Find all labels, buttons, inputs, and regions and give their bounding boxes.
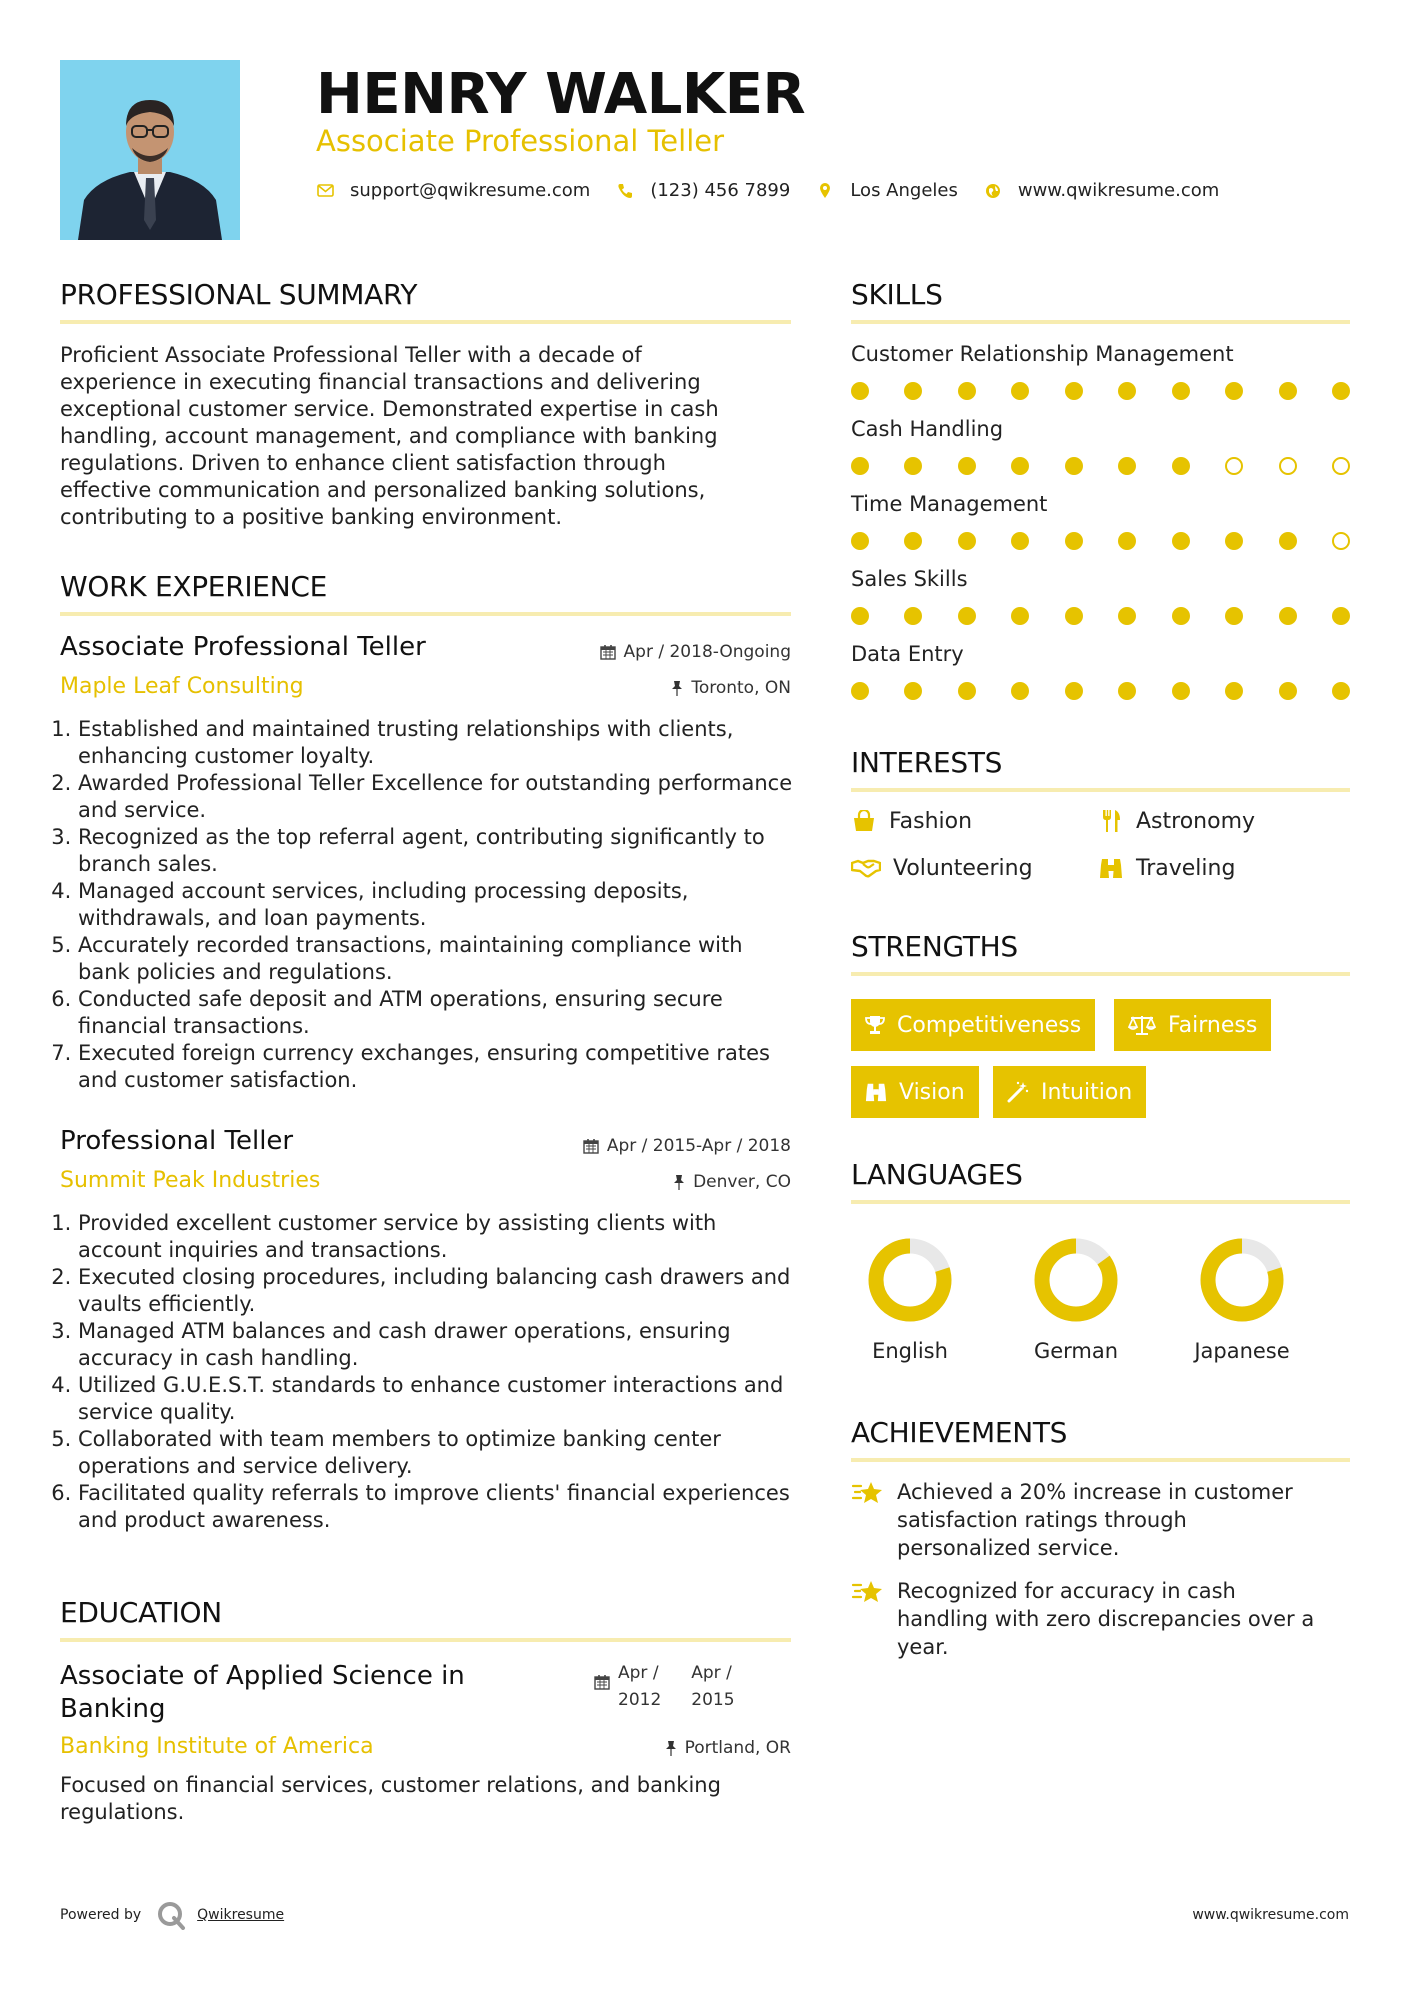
rating-dot-filled	[1172, 457, 1190, 475]
contact-phone[interactable]	[616, 180, 790, 201]
rating-dot-filled	[1225, 532, 1243, 550]
calendar-icon	[594, 1674, 610, 1690]
job-location-text: Denver, CO	[693, 1172, 791, 1192]
achievement-line: personalized service.	[897, 1536, 1120, 1560]
rating-dot-filled	[1279, 532, 1297, 550]
balance-scale-icon	[1128, 1014, 1156, 1036]
strength-tag	[1114, 999, 1271, 1051]
interest-item	[1098, 855, 1235, 881]
powered-by-text: Powered by	[60, 1907, 142, 1923]
footer-powered-by	[60, 1900, 284, 1930]
education-dates	[594, 1660, 735, 1714]
language-item	[1182, 1235, 1302, 1363]
skill-name: Cash Handling	[851, 417, 1004, 441]
rating-dot-filled	[1225, 682, 1243, 700]
rating-dot-filled	[1011, 532, 1029, 550]
rating-dot-filled	[1011, 682, 1029, 700]
job-dates-text: Apr / 2018-Ongoing	[623, 642, 791, 662]
strength-label: Fairness	[1168, 1012, 1258, 1038]
summary-line: contributing to a positive banking environment.	[60, 505, 563, 529]
star-badge-icon	[851, 1478, 885, 1508]
rating-dot-filled	[1065, 607, 1083, 625]
interest-label: Fashion	[889, 808, 973, 834]
job-location-text: Toronto, ON	[691, 678, 791, 698]
skill-name: Customer Relationship Management	[851, 342, 1234, 366]
education-description	[60, 1772, 800, 1826]
degree-line: Associate of Applied Science in	[60, 1661, 465, 1691]
list-item: 4. Managed account services, including processing deposits, withdrawals, and loan payments.	[78, 878, 800, 932]
job-responsibilities	[60, 716, 800, 1094]
rating-dot-filled	[904, 457, 922, 475]
rating-dot-filled	[1279, 382, 1297, 400]
rating-dot-filled	[958, 382, 976, 400]
list-item: 5. Collaborated with team members to optimize banking center operations and service delivery.	[78, 1426, 800, 1480]
rating-dot-filled	[1225, 382, 1243, 400]
rating-dot-empty	[1225, 457, 1243, 475]
experience-divider	[60, 612, 791, 616]
website-text: www.qwikresume.com	[1017, 180, 1220, 201]
summary-line: Proficient Associate Professional Teller with a decade of	[60, 343, 642, 367]
rating-dot-filled	[1065, 382, 1083, 400]
rating-dot-filled	[904, 382, 922, 400]
strength-tag	[851, 1066, 979, 1118]
qwikresume-logo-icon	[155, 1900, 187, 1930]
rating-dot-filled	[1118, 607, 1136, 625]
language-item	[1016, 1235, 1136, 1363]
interest-item	[851, 855, 1033, 881]
interests-divider	[851, 788, 1350, 792]
skill-rating	[851, 381, 1350, 401]
rating-dot-filled	[1065, 457, 1083, 475]
rating-dot-filled	[1118, 532, 1136, 550]
strength-label: Competitiveness	[897, 1012, 1082, 1038]
calendar-icon	[600, 644, 616, 660]
job-dates	[480, 642, 791, 662]
achievements-heading: ACHIEVEMENTS	[851, 1416, 1068, 1449]
skill-rating	[851, 606, 1350, 626]
school-name: Banking Institute of America	[60, 1734, 374, 1759]
contact-website[interactable]	[984, 180, 1219, 201]
education-divider	[60, 1638, 791, 1642]
description-line: Focused on financial services, customer relations, and banking	[60, 1773, 721, 1797]
achievement-line: Achieved a 20% increase in customer	[897, 1480, 1293, 1504]
rating-dot-filled	[851, 607, 869, 625]
interest-item	[851, 808, 972, 834]
rating-dot-empty	[1279, 457, 1297, 475]
rating-dot-filled	[1172, 607, 1190, 625]
list-item: 4. Utilized G.U.E.S.T. standards to enhance customer interactions and service quality.	[78, 1372, 800, 1426]
rating-dot-filled	[1172, 532, 1190, 550]
list-item: 1. Provided excellent customer service by assisting clients with account inquiries and transactions.	[78, 1210, 800, 1264]
trophy-icon	[865, 1015, 885, 1035]
shopping-bag-icon	[851, 808, 877, 834]
degree-title	[60, 1660, 465, 1726]
rating-dot-filled	[851, 382, 869, 400]
rating-dot-filled	[1065, 682, 1083, 700]
list-item: 1. Established and maintained trusting relationships with clients, enhancing customer loyalty.	[78, 716, 800, 770]
rating-dot-filled	[958, 532, 976, 550]
list-item: 3. Managed ATM balances and cash drawer operations, ensuring accuracy in cash handling.	[78, 1318, 800, 1372]
list-item: 7. Executed foreign currency exchanges, ensuring competitive rates and customer satisfaction.	[78, 1040, 800, 1094]
footer-website[interactable]: www.qwikresume.com	[1192, 1907, 1349, 1923]
rating-dot-filled	[1172, 682, 1190, 700]
job-location	[480, 678, 791, 698]
candidate-name: HENRY WALKER	[316, 62, 806, 127]
rating-dot-filled	[1011, 607, 1029, 625]
rating-dot-filled	[1118, 457, 1136, 475]
rating-dot-filled	[1065, 532, 1083, 550]
contact-location	[816, 180, 958, 201]
strength-tag	[851, 999, 1095, 1051]
envelope-icon	[316, 182, 334, 200]
globe-icon	[984, 182, 1002, 200]
rating-dot-filled	[1172, 382, 1190, 400]
education-location	[480, 1738, 791, 1758]
list-item: 6. Conducted safe deposit and ATM operations, ensuring secure financial transactions.	[78, 986, 800, 1040]
summary-line: regulations. Driven to enhance client satisfaction through	[60, 451, 666, 475]
profile-photo	[60, 60, 240, 240]
education-location-text: Portland, OR	[684, 1738, 791, 1758]
rating-dot-filled	[904, 682, 922, 700]
strength-label: Intuition	[1041, 1079, 1133, 1105]
rating-dot-filled	[958, 682, 976, 700]
map-marker-icon	[816, 182, 834, 200]
interest-item	[1098, 808, 1255, 834]
rating-dot-filled	[1332, 382, 1350, 400]
rating-dot-filled	[1011, 382, 1029, 400]
achievement-line: Recognized for accuracy in cash	[897, 1579, 1236, 1603]
achievement-text	[897, 1577, 1314, 1661]
rating-dot-filled	[851, 457, 869, 475]
achievement-line: handling with zero discrepancies over a	[897, 1607, 1315, 1631]
interests-heading: INTERESTS	[851, 746, 1003, 779]
rating-dot-filled	[958, 607, 976, 625]
achievement-line: satisfaction ratings through	[897, 1508, 1187, 1532]
skill-rating	[851, 456, 1350, 476]
summary-line: exceptional customer service. Demonstrated expertise in cash	[60, 397, 719, 421]
skill-name: Time Management	[851, 492, 1048, 516]
phone-icon	[616, 182, 634, 200]
language-name: German	[1033, 1339, 1119, 1363]
language-donut	[1197, 1235, 1287, 1325]
star-badge-icon	[851, 1577, 885, 1607]
rating-dot-empty	[1332, 457, 1350, 475]
language-item	[850, 1235, 970, 1363]
handshake-icon	[851, 855, 881, 881]
rating-dot-filled	[851, 532, 869, 550]
rating-dot-filled	[904, 607, 922, 625]
job-responsibilities	[60, 1210, 800, 1534]
summary-divider	[60, 320, 791, 324]
summary-line: handling, account management, and compliance with banking	[60, 424, 718, 448]
list-item: 5. Accurately recorded transactions, maintaining compliance with bank policies and regulations.	[78, 932, 800, 986]
strength-label: Vision	[899, 1079, 965, 1105]
interest-label: Traveling	[1136, 855, 1236, 881]
list-item: 6. Facilitated quality referrals to improve clients' financial experiences and product awareness.	[78, 1480, 800, 1534]
achievements-divider	[851, 1458, 1350, 1462]
interest-label: Astronomy	[1136, 808, 1256, 834]
languages-divider	[851, 1200, 1350, 1204]
list-item: 2. Awarded Professional Teller Excellence for outstanding performance and service.	[78, 770, 800, 824]
rating-dot-filled	[1332, 607, 1350, 625]
education-start	[618, 1660, 661, 1714]
language-donut	[865, 1235, 955, 1325]
language-name: Japanese	[1194, 1339, 1290, 1363]
rating-dot-filled	[1118, 682, 1136, 700]
strengths-heading: STRENGTHS	[851, 930, 1018, 963]
end-year: 2015	[691, 1690, 735, 1710]
contact-email[interactable]	[316, 180, 590, 201]
rating-dot-filled	[904, 532, 922, 550]
list-item: 2. Executed closing procedures, including balancing cash drawers and vaults efficiently.	[78, 1264, 800, 1318]
rating-dot-empty	[1332, 532, 1350, 550]
location-text: Los Angeles	[850, 180, 958, 201]
language-donut	[1031, 1235, 1121, 1325]
job-location	[480, 1172, 791, 1192]
summary-text	[60, 342, 800, 531]
achievement-text	[897, 1478, 1293, 1562]
experience-heading: WORK EXPERIENCE	[60, 570, 327, 603]
skill-name: Data Entry	[851, 642, 964, 666]
rating-dot-filled	[1332, 682, 1350, 700]
calendar-icon	[583, 1138, 599, 1154]
languages-heading: LANGUAGES	[851, 1158, 1023, 1191]
summary-line: effective communication and personalized banking solutions,	[60, 478, 706, 502]
rating-dot-filled	[1225, 607, 1243, 625]
job-company: Summit Peak Industries	[60, 1168, 321, 1193]
rating-dot-filled	[1118, 382, 1136, 400]
skill-name: Sales Skills	[851, 567, 968, 591]
end-month: Apr /	[691, 1663, 732, 1683]
rating-dot-filled	[1011, 457, 1029, 475]
strengths-divider	[851, 972, 1350, 976]
education-end	[691, 1660, 734, 1714]
education-heading: EDUCATION	[60, 1596, 222, 1629]
achievement-item	[851, 1478, 1351, 1562]
interest-label: Volunteering	[893, 855, 1033, 881]
brand-link[interactable]: Qwikresume	[197, 1907, 285, 1923]
rating-dot-filled	[1279, 682, 1297, 700]
binoculars-icon	[1098, 855, 1124, 881]
start-year: 2012	[618, 1690, 662, 1710]
skill-rating	[851, 531, 1350, 551]
pushpin-icon	[673, 1174, 685, 1190]
magic-wand-icon	[1007, 1081, 1029, 1103]
cutlery-icon	[1098, 808, 1124, 834]
summary-line: experience in executing financial transactions and delivering	[60, 370, 701, 394]
start-month: Apr /	[618, 1663, 659, 1683]
skill-rating	[851, 681, 1350, 701]
degree-line: Banking	[60, 1694, 166, 1724]
contact-bar	[316, 180, 1245, 201]
rating-dot-filled	[851, 682, 869, 700]
achievement-item	[851, 1577, 1351, 1661]
strength-tag	[993, 1066, 1146, 1118]
pushpin-icon	[665, 1740, 677, 1756]
phone-text: (123) 456 7899	[650, 180, 791, 201]
skills-heading: SKILLS	[851, 278, 943, 311]
job-dates	[480, 1136, 791, 1156]
job-title: Professional Teller	[60, 1126, 294, 1156]
email-text: support@qwikresume.com	[350, 180, 591, 201]
pushpin-icon	[671, 680, 683, 696]
binoculars-icon	[865, 1081, 887, 1103]
list-item: 3. Recognized as the top referral agent, contributing significantly to branch sales.	[78, 824, 800, 878]
job-title: Associate Professional Teller	[60, 632, 426, 662]
description-line: regulations.	[60, 1800, 185, 1824]
job-dates-text: Apr / 2015-Apr / 2018	[606, 1136, 791, 1156]
language-name: English	[872, 1339, 948, 1363]
candidate-role: Associate Professional Teller	[316, 124, 725, 158]
rating-dot-filled	[958, 457, 976, 475]
achievement-line: year.	[897, 1635, 949, 1659]
rating-dot-filled	[1279, 607, 1297, 625]
job-company: Maple Leaf Consulting	[60, 674, 304, 699]
summary-heading: PROFESSIONAL SUMMARY	[60, 278, 418, 311]
skills-divider	[851, 320, 1350, 324]
